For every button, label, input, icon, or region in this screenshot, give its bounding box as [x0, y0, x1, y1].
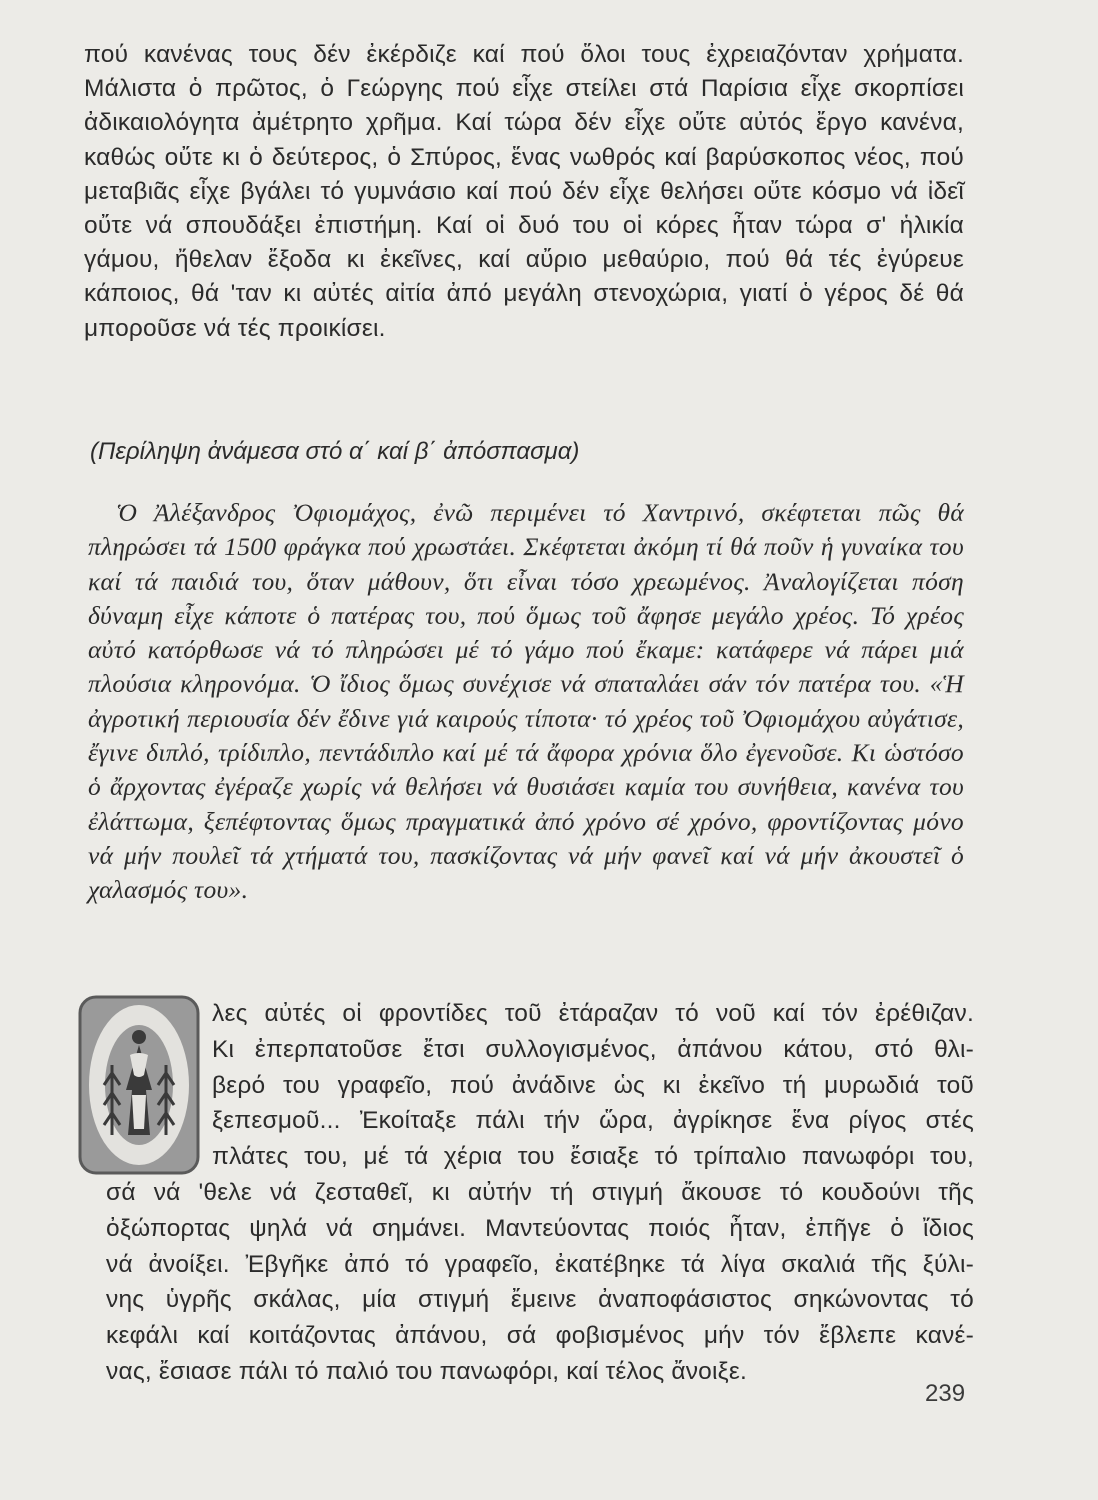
- paragraph-3-line-4: ξεπεσμοῦ... Ἐκοίταξε πάλι τήν ὥρα, ἀγρίκησε ἕνα ρίγος στές: [212, 1107, 974, 1135]
- paragraph-3-line-1: λες αὐτές οἱ φροντίδες τοῦ ἐτάραζαν τό νοῦ καί τόν ἐρέθιζαν.: [212, 1000, 974, 1027]
- paragraph-3-line-6: σά νά 'θελε νά ζεσταθεῖ, κι αὐτήν τή στιγμή ἄκουσε τό κουδούνι τῆς: [106, 1178, 974, 1206]
- paragraph-3-line-8: νά ἀνοίξει. Ἐβγῆκε ἀπό τό γραφεῖο, ἐκατέβηκε τά λίγα σκαλιά τῆς ξύλι-: [106, 1250, 974, 1278]
- paragraph-3-line-10: κεφάλι καί κοιτάζοντας ἀπάνου, σά φοβισμένος μήν τόν ἔβλεπε κανέ-: [106, 1322, 974, 1350]
- paragraph-3-line-3: βερό του γραφεῖο, πού ἀνάδινε ὡς κι ἐκεῖνο τή μυρωδιά τοῦ: [212, 1071, 974, 1099]
- page-number: 239: [925, 1380, 966, 1407]
- body-paragraph-3: [106, 996, 974, 1390]
- paragraph-3-line-5: πλάτες του, μέ τά χέρια του ἔσιαξε τό τρίπαλιο πανωφόρι του,: [212, 1143, 974, 1171]
- body-paragraph-1: πού κανένας τους δέν ἐκέρδιζε καί πού ὅλοι τους ἐχρειαζόνταν χρήματα. Μάλιστα ὁ πρῶτος, ὁ Γεώργης πού εἶχε στείλει στά Παρίσια εἶχε σκορπίσει ἀδικαιολόγητα ἀμέτρητο χρῆμα. Καί τώρα δέν εἶχε οὔτε αὐτός ἔργο κανένα, καθώς οὔτε κι ὁ δεύτερος, ὁ Σπύρος, ἕνας νωθρός καί βαρύσκοπος νέος, πού μεταβιᾶς εἶχε βγάλει τό γυμνάσιο καί πού δέν εἶχε θελήσει οὔτε κόσμο νά ἰδεῖ οὔτε νά σπουδάξει ἐπιστήμη. Καί οἱ δυό του οἱ κόρες ἦταν τώρα σ' ἡλικία γάμου, ἤθελαν ἔξοδα κι ἐκεῖνες, καί αὔριο μεθαύριο, πού θά τές ἐγύρευε κάποιος, θά 'ταν κι αὐτές αἰτία ἀπό μεγάλη στενοχώρια, γιατί ὁ γέρος δέ θά μποροῦσε νά τές προικίσει.: [84, 41, 964, 342]
- summary-heading: (Περίληψη ἀνάμεσα στό α΄ καί β΄ ἀπόσπασμα): [90, 438, 580, 465]
- paragraph-3-line-9: νης ὑγρῆς σκάλας, μία στιγμή ἔμεινε ἀναποφάσιστος σηκώνοντας τό: [106, 1286, 974, 1314]
- paragraph-3-line-11: νας, ἔσιασε πάλι τό παλιό του πανωφόρι, καί τέλος ἄνοιξε.: [106, 1357, 747, 1385]
- paragraph-3-line-2: Κι ἐπερπατοῦσε ἔτσι συλλογισμένος, ἀπάνου κάτου, στό θλι-: [212, 1035, 974, 1063]
- summary-paragraph: Ὁ Ἀλέξανδρος Ὀφιομάχος, ἐνῶ περιμένει τό Χαντρινό, σκέφτεται πῶς θά πληρώσει τά 1500 φράγκα πού χρωστάει. Σκέφτεται ἀκόμη τί θά ποῦν ἡ γυναίκα του καί τά παιδιά του, ὅταν μάθουν, ὅτι εἶναι τόσο χρεωμένος. Ἀναλογίζεται πόση δύναμη εἶχε κάποτε ὁ πατέρας του, πού ὅμως τοῦ ἄφησε μεγάλο χρέος. Τό χρέος αὐτό κατόρθωσε νά τό πληρώσει μέ τό γάμο πού ἔκαμε: κατάφερε νά πάρει μιά πλούσια κληρονόμα. Ὁ ἴδιος ὅμως συνέχισε νά σπαταλάει σάν τόν πατέρα του. «Ἡ ἀγροτική περιουσία δέν ἔδινε γιά καιρούς τίποτα· τό χρέος τοῦ Ὀφιομάχου αὐγάτισε, ἔγινε διπλό, τρίδιπλο, πεντάδιπλο καί μέ τά ἄφορα χρόνια ὅλο ἐγενοῦσε. Κι ὡστόσο ὁ ἄρχοντας ἐγέραζε χωρίς νά θελήσει νά θυσιάσει καμία του συνήθεια, κανένα του ἐλάττωμα, ξεπέφτοντας ὅμως πραγματικά ἀπό χρόνο σέ χρόνο, φροντίζοντας μόνο νά μήν πουλεῖ τά χτήματά του, πασκίζοντας νά μήν φανεῖ καί νά μήν ἀκουστεῖ ὁ χαλασμός του».: [88, 498, 964, 905]
- paragraph-3-line-7: ὀξώπορτας ψηλά νά σημάνει. Μαντεύοντας ποιός ἦταν, ἐπῆγε ὁ ἴδιος: [106, 1214, 974, 1242]
